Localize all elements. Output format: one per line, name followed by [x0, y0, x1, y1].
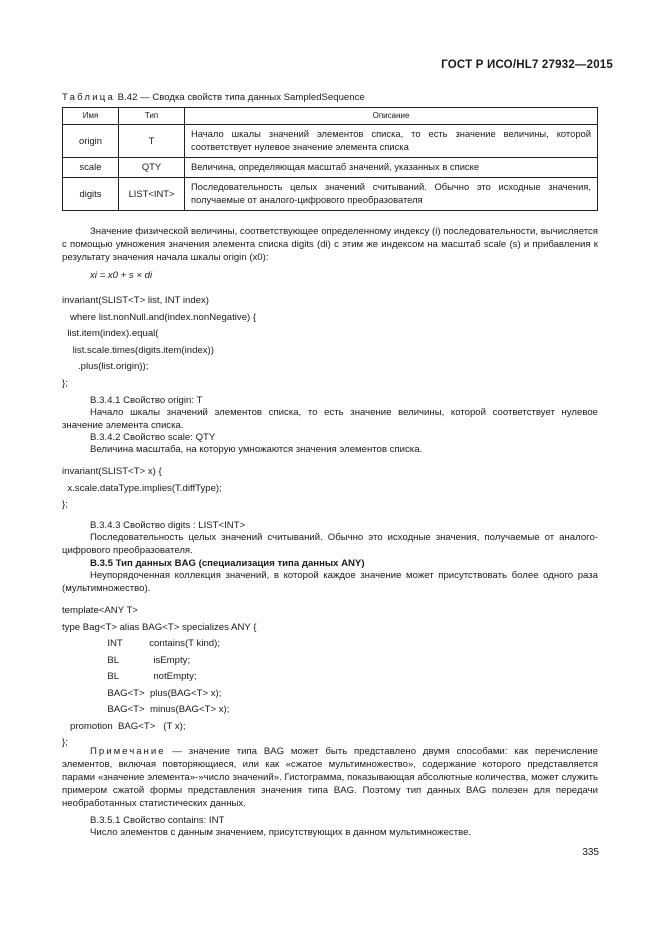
col-header-type: Тип [119, 108, 185, 125]
cell-name: scale [63, 158, 119, 178]
cell-type: LIST<INT> [119, 178, 185, 211]
col-header-description: Описание [185, 108, 598, 125]
table-row [63, 178, 598, 211]
section-text-contains: Число элементов с данным значением, присутствующих в данном мультимножестве. [90, 827, 472, 838]
cell-name: digits [63, 178, 119, 211]
cell-type: QTY [119, 158, 185, 178]
section-text-digits: Последовательность целых значений считываний. Обычно это исходные значения, получаемые от аналого-цифрового преобразователя. [62, 532, 598, 556]
cell-description: Величина, определяющая масштаб значений, указанных в списке [185, 158, 598, 178]
note-label: Примечание [90, 746, 166, 757]
section-title-scale: В.3.4.2 Свойство scale: QTY [90, 432, 216, 443]
formula: xi = x0 + s × di [90, 270, 153, 281]
table-row [63, 125, 598, 158]
page-number: 335 [582, 847, 599, 858]
table-caption-text: В.42 — Сводка свойств типа данных SampledSequence [115, 92, 365, 103]
cell-name: origin [63, 125, 119, 158]
section-title-bag: В.3.5 Тип данных BAG (специализация типа данных ANY) [90, 558, 365, 569]
section-title-contains: В.3.5.1 Свойство contains: INT [90, 815, 225, 826]
paragraph-physical-value: Значение физической величины, соответствующее определенному индексу (i) последовательности, вычисляется с помощью умножения значения элемента списка digits (di) с этим же индексом на масштаб scale (s) и прибавления к результату значения начала шкалы origin (x0): [62, 226, 598, 263]
table-caption-label: Таблица [62, 92, 116, 103]
section-text-bag: Неупорядоченная коллекция значений, в которой каждое значение может присутствовать более одного раза (мультимножество). [62, 570, 598, 594]
cell-description: Последовательность целых значений считываний. Обычно это исходные значения, получаемые от аналого-цифрового преобразователя [185, 178, 598, 211]
code-block-invariant-2: invariant(SLIST<T> x) { x.scale.dataType.implies(T.diffType); }; [62, 466, 222, 510]
section-text-origin: Начало шкалы значений элементов списка, то есть значение величины, которой соответствует нулевое значение элемента списка. [62, 407, 598, 431]
code-block-invariant-1: invariant(SLIST<T> list, INT index) where list.nonNull.and(index.nonNegative) { list.item(index).equal( list.scale.times(digits.item(index)) .plus(list.origin)); }; [62, 295, 257, 389]
cell-type: T [119, 125, 185, 158]
col-header-name: Имя [63, 108, 119, 125]
section-text-scale: Величина масштаба, на которую умножаются значения элементов списка. [90, 444, 423, 455]
document-header: ГОСТ Р ИСО/HL7 27932—2015 [441, 59, 613, 71]
section-title-origin: В.3.4.1 Свойство origin: Т [90, 395, 203, 406]
table-header-row [63, 108, 598, 125]
cell-description: Начало шкалы значений элементов списка, то есть значение величины, которой соответствует нулевое значение элемента списка [185, 125, 598, 158]
note [62, 746, 598, 811]
table-caption [62, 92, 365, 105]
table-row [63, 158, 598, 178]
code-block-bag-template: template<ANY T> type Bag<T> alias BAG<T> specializes ANY { INT contains(T kind); BL isEmpty; BL notEmpty; BAG<T> plus(BAG<T> x); BAG<T> minus(BAG<T> x); promotion BAG<T> (T x); }; [62, 605, 257, 748]
properties-table [62, 107, 598, 211]
section-title-digits: В.3.4.3 Свойство digits : LIST<INT> [90, 520, 246, 531]
note-text: — значение типа BAG может быть представлено двумя способами: как перечисление элементов, включая повторяющиеся, или как «сжатое мультимножество», содержание которого представляется парами «значение элемента»-»число значений». Гистограмма, показывающая абсолютные количества, может служить примером сжатой формы представления значения типа BAG. Поэтому тип данных BAG полезен для передачи необработанных статистических данных. [62, 746, 598, 809]
